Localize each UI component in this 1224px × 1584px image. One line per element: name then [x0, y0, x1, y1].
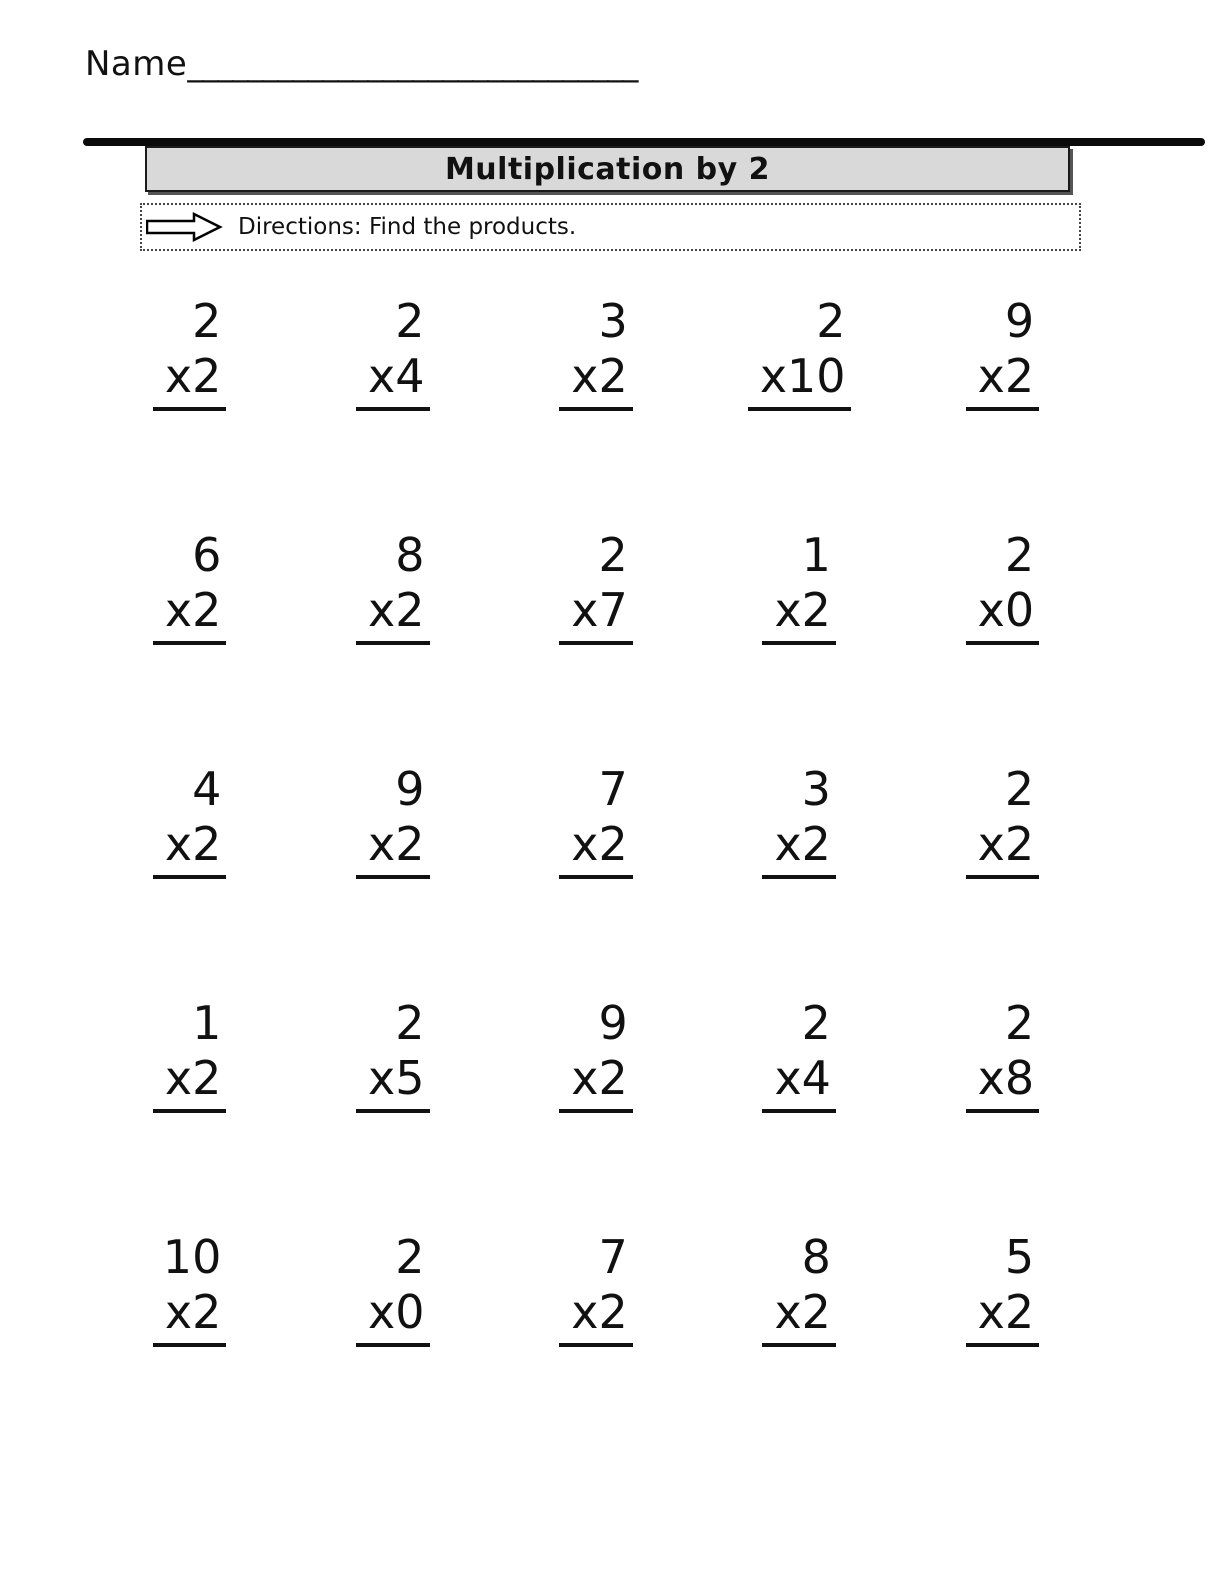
multiplication-problem	[966, 996, 1040, 1113]
multiplication-problem	[559, 294, 633, 411]
multiplication-problem	[153, 294, 227, 411]
multiplier-line: x7	[559, 583, 633, 645]
directions-box	[140, 203, 1081, 251]
multiplication-problem	[153, 762, 227, 879]
multiplication-problem	[356, 528, 430, 645]
problem-cell	[88, 762, 291, 996]
problem-cell	[291, 762, 494, 996]
problem-cell	[494, 1230, 697, 1464]
name-label: Name	[85, 44, 188, 84]
multiplier-line: x2	[559, 1051, 633, 1113]
multiplicand: 2	[1004, 762, 1035, 816]
problem-cell	[698, 528, 901, 762]
multiplier-line: x5	[356, 1051, 430, 1113]
problem-cell	[494, 996, 697, 1230]
multiplication-problem	[762, 762, 836, 879]
problem-cell	[901, 1230, 1104, 1464]
multiplier-line: x10	[748, 349, 851, 411]
multiplicand: 2	[395, 294, 425, 348]
multiplier-line: x0	[966, 583, 1040, 645]
problem-cell	[698, 1230, 901, 1464]
multiplication-problem	[966, 294, 1040, 411]
name-row	[85, 44, 637, 84]
problem-cell	[88, 1230, 291, 1464]
multiplicand: 2	[816, 294, 846, 348]
multiplier-line: x2	[966, 349, 1040, 411]
directions-text: Directions: Find the products.	[238, 214, 577, 240]
problem-cell	[291, 528, 494, 762]
multiplicand: 9	[598, 996, 628, 1050]
multiplication-problem	[966, 762, 1040, 879]
multiplication-problem	[762, 528, 836, 645]
multiplier-line: x2	[559, 349, 633, 411]
multiplication-problem	[966, 1230, 1040, 1347]
problem-cell	[901, 528, 1104, 762]
multiplier-line: x0	[356, 1285, 430, 1347]
problem-cell	[494, 762, 697, 996]
multiplier-line: x2	[762, 1285, 836, 1347]
multiplication-problem	[966, 528, 1040, 645]
multiplicand: 6	[192, 528, 222, 582]
multiplicand: 2	[192, 294, 222, 348]
multiplier-line: x2	[153, 1285, 227, 1347]
multiplicand: 2	[395, 1230, 425, 1284]
multiplier-line: x2	[153, 349, 227, 411]
worksheet-title-bar	[145, 146, 1070, 192]
multiplication-problem	[762, 996, 836, 1113]
problem-cell	[88, 528, 291, 762]
multiplicand: 2	[395, 996, 425, 1050]
multiplication-problem	[153, 528, 227, 645]
multiplier-line: x2	[356, 583, 430, 645]
multiplicand: 4	[192, 762, 222, 816]
multiplicand: 7	[598, 1230, 628, 1284]
multiplier-line: x2	[966, 817, 1040, 879]
multiplicand: 3	[598, 294, 628, 348]
problem-cell	[291, 294, 494, 528]
multiplicand: 8	[801, 1230, 831, 1284]
problem-cell	[698, 294, 901, 528]
multiplicand: 5	[1004, 1230, 1035, 1284]
multiplicand: 2	[598, 528, 628, 582]
multiplicand: 2	[801, 996, 831, 1050]
multiplier-line: x2	[153, 1051, 227, 1113]
multiplicand: 8	[395, 528, 425, 582]
problem-cell	[901, 996, 1104, 1230]
multiplication-problem	[356, 294, 430, 411]
problem-cell	[901, 294, 1104, 528]
multiplicand: 7	[598, 762, 628, 816]
right-arrow-icon	[146, 211, 224, 243]
multiplier-line: x2	[153, 817, 227, 879]
worksheet-title: Multiplication by 2	[444, 151, 771, 187]
problem-cell	[494, 294, 697, 528]
multiplier-line: x2	[559, 817, 633, 879]
multiplicand: 2	[1004, 996, 1035, 1050]
multiplication-problem	[559, 762, 633, 879]
problem-cell	[88, 294, 291, 528]
multiplicand: 2	[1004, 528, 1035, 582]
problem-cell	[494, 528, 697, 762]
multiplicand: 10	[162, 1230, 222, 1284]
multiplier-line: x2	[762, 583, 836, 645]
problem-cell	[291, 996, 494, 1230]
multiplier-line: x8	[966, 1051, 1040, 1113]
multiplicand: 1	[192, 996, 222, 1050]
multiplication-problem	[356, 1230, 430, 1347]
problem-cell	[88, 996, 291, 1230]
multiplicand: 9	[395, 762, 425, 816]
multiplicand: 3	[801, 762, 831, 816]
multiplier-line: x2	[762, 817, 836, 879]
multiplier-line: x2	[559, 1285, 633, 1347]
top-rule-divider	[83, 138, 1205, 146]
multiplication-problem	[153, 1230, 227, 1347]
multiplication-problem	[559, 1230, 633, 1347]
multiplication-problem	[748, 294, 851, 411]
multiplication-problem	[356, 762, 430, 879]
multiplicand: 1	[801, 528, 831, 582]
multiplier-line: x4	[762, 1051, 836, 1113]
multiplier-line: x2	[966, 1285, 1040, 1347]
problem-cell	[698, 762, 901, 996]
multiplication-problem	[559, 996, 633, 1113]
problem-cell	[901, 762, 1104, 996]
multiplication-problem	[762, 1230, 836, 1347]
multiplicand: 9	[1004, 294, 1035, 348]
multiplier-line: x2	[153, 583, 227, 645]
multiplication-problem	[153, 996, 227, 1113]
problem-cell	[698, 996, 901, 1230]
multiplication-problem	[559, 528, 633, 645]
multiplier-line: x4	[356, 349, 430, 411]
multiplier-line: x2	[356, 817, 430, 879]
problem-cell	[291, 1230, 494, 1464]
name-blank-line: ______________________________	[187, 45, 638, 83]
problems-grid	[88, 294, 1104, 1464]
multiplication-problem	[356, 996, 430, 1113]
